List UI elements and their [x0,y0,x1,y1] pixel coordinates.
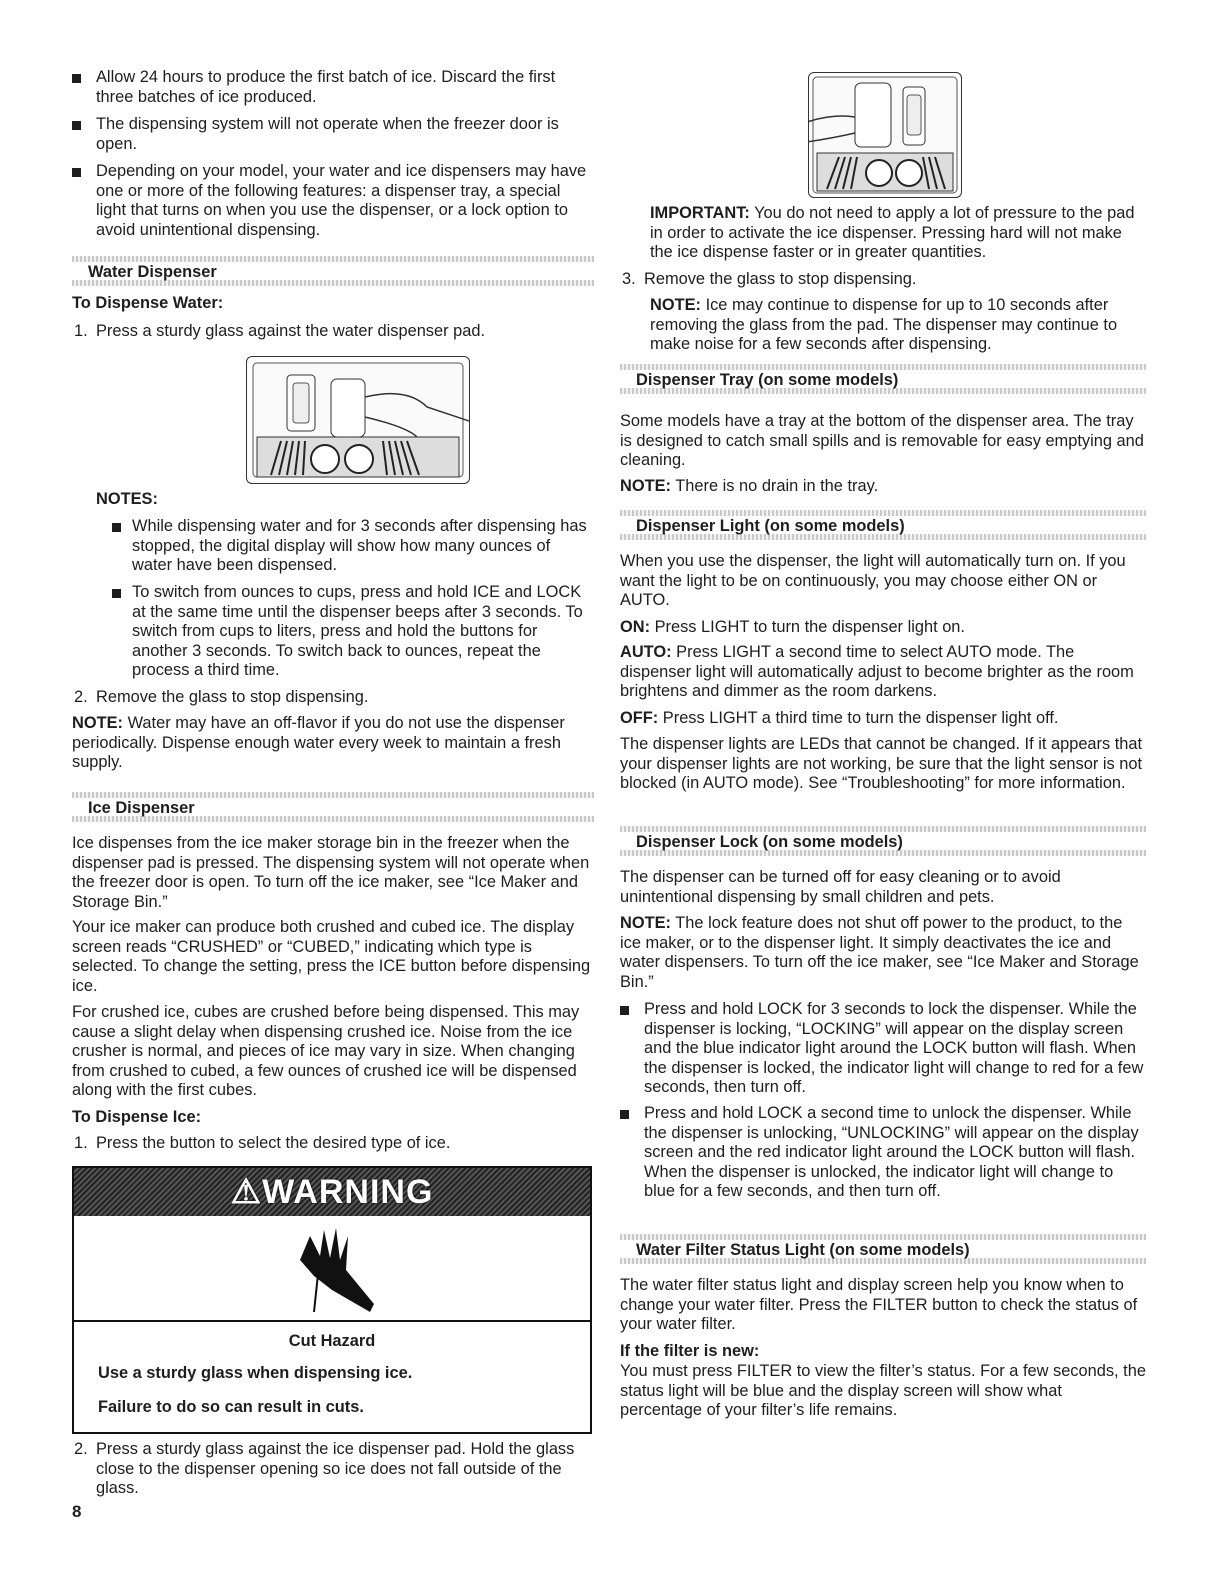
bullet-icon [620,1110,629,1119]
ice-paragraph-3: For crushed ice, cubes are crushed before being dispensed. This may cause a slight delay when dispensing crushed ice. Noise from the ice crusher is normal, and pieces of ice may vary in size. When changing from crushed to cubed, a few ounces of crushed ice will be dispensed along with the first cubes. [72,1003,580,1100]
notes-label: NOTES: [96,490,158,508]
warning-hazard: Cut Hazard [288,1332,376,1350]
warning-line-2: Failure to do so can result in cuts. [98,1398,364,1416]
bullet-icon [620,1006,629,1015]
warning-line-1: Use a sturdy glass when dispensing ice. [98,1364,413,1382]
page-number: 8 [72,1502,82,1521]
bullet-icon [72,74,81,83]
warning-box [72,1166,592,1434]
filter-paragraph: The water filter status light and display screen help you know when to change your water filter. Press the FILTER button to check the status of your water filter. [620,1276,1138,1334]
light-auto: AUTO: Press LIGHT a second time to select AUTO mode. The dispenser light will automatically adjust to become brighter as the room brightens and dimmer as the room darkens. [620,643,1134,701]
ice-step-1: 1. Press the button to select the desired type of ice. [74,1134,451,1152]
tray-paragraph: Some models have a tray at the bottom of the dispenser area. The tray is designed to catch small spills and is removable for easy emptying and cleaning. [620,412,1144,470]
light-paragraph-2: The dispenser lights are LEDs that cannot be changed. If it appears that your dispenser lights are not working, be sure that the light sensor is not blocked (in AUTO mode). See “Troubleshooting” for more information. [620,735,1143,793]
water-step-2: 2. Remove the glass to stop dispensing. [74,688,369,706]
to-dispense-ice-heading: To Dispense Ice: [72,1108,202,1126]
intro-bullet-1: Allow 24 hours to produce the first batch of ice. Discard the first three batches of ice produced. [72,68,594,107]
bullet-icon [72,121,81,130]
ice-paragraph-1: Ice dispenses from the ice maker storage bin in the freezer when the dispenser pad is pressed. The dispensing system will not operate when the freezer door is open. To turn off the ice maker, see “Ice Maker and Storage Bin.” [72,834,590,911]
section-header-water-filter-status: Water Filter Status Light (on some models) [620,1234,1146,1264]
cut-hand-icon [74,1216,590,1320]
filter-new-text: You must press FILTER to view the filter’s status. For a few seconds, the status light will be blue and the display screen will show what percentage of your filter’s life remains. [620,1362,1146,1420]
intro-bullet-3: Depending on your model, your water and ice dispensers may have one or more of the following features: a dispenser tray, a special light that turns on when you use the dispenser, or a lock option to avoid unintentional dispensing. [72,162,594,240]
to-dispense-water-heading: To Dispense Water: [72,294,224,312]
ice-dispenser-illustration [808,72,962,198]
ice-dispenser-drawing [809,73,961,197]
warning-pictogram [74,1216,590,1322]
section-header-dispenser-tray: Dispenser Tray (on some models) [620,364,1146,394]
intro-bullet-2: The dispensing system will not operate when the freezer door is open. [72,115,594,154]
bullet-icon [112,523,121,532]
note-item-1: While dispensing water and for 3 seconds after dispensing has stopped, the digital display will show how many ounces of water have been dispensed. [112,517,594,576]
warning-text [74,1322,590,1432]
bullet-icon [72,168,81,177]
bullet-icon [112,589,121,598]
warning-banner [74,1168,590,1216]
warning-triangle-icon: ⚠ [230,1173,263,1211]
lock-bullet-1: Press and hold LOCK for 3 seconds to lock the dispenser. While the dispenser is locking, “LOCKING” will appear on the display screen and the blue indicator light around the LOCK button will flash. When the dispenser is locked, the indicator light will change to red for a few seconds, then turn off. [620,1000,1146,1098]
ice-step-2: 2. Press a sturdy glass against the ice dispenser pad. Hold the glass close to the dispenser opening so ice does not fall outside of the glass. [74,1440,575,1498]
water-step-1: 1. Press a sturdy glass against the water dispenser pad. [74,322,486,340]
light-paragraph-1: When you use the dispenser, the light will automatically turn on. If you want the light to be on continuously, you may choose either ON or AUTO. [620,552,1126,610]
section-header-dispenser-lock: Dispenser Lock (on some models) [620,826,1146,856]
light-off: OFF: Press LIGHT a third time to turn the dispenser light off. [620,709,1059,727]
light-on: ON: Press LIGHT to turn the dispenser light on. [620,618,965,636]
water-dispenser-drawing [247,357,469,483]
tray-note: NOTE: There is no drain in the tray. [620,477,879,495]
lock-note: NOTE: The lock feature does not shut off power to the product, to the ice maker, or to the dispenser light. It simply deactivates the ice and water dispensers. To turn off the ice maker, see “Ice Maker and Storage Bin.” [620,914,1139,991]
lock-bullet-2: Press and hold LOCK a second time to unlock the dispenser. While the dispenser is unlocking, “UNLOCKING” will appear on the display screen and the red indicator light around the LOCK button will flash. When the dispenser is unlocked, the indicator light will change to blue for a few seconds, and then turn off. [620,1104,1146,1202]
water-note: NOTE: Water may have an off-flavor if you do not use the dispenser periodically. Dispense enough water every week to maintain a fresh supply. [72,714,565,772]
lock-paragraph: The dispenser can be turned off for easy cleaning or to avoid unintentional dispensing by small children and pets. [620,868,1061,906]
ice-paragraph-2: Your ice maker can produce both crushed and cubed ice. The display screen reads “CRUSHED” or “CUBED,” indicating which type is selected. To change the setting, press the ICE button before dispensing ice. [72,918,591,995]
important-note: IMPORTANT: You do not need to apply a lot of pressure to the pad in order to activate the ice dispenser. Pressing hard will not make the ice dispense faster or in greater quantities. [650,204,1135,262]
section-header-water-dispenser: Water Dispenser [72,256,594,286]
warning-title: WARNING [262,1173,434,1211]
ice-step-3-note: NOTE: Ice may continue to dispense for up to 10 seconds after removing the glass from the pad. The dispenser may continue to make noise for a few seconds after dispensing. [650,296,1118,354]
filter-new-heading: If the filter is new: [620,1342,760,1360]
water-dispenser-illustration [246,356,470,484]
section-header-dispenser-light: Dispenser Light (on some models) [620,510,1146,540]
section-header-ice-dispenser: Ice Dispenser [72,792,594,822]
ice-step-3: 3. Remove the glass to stop dispensing. [622,270,917,288]
note-item-2: To switch from ounces to cups, press and hold ICE and LOCK at the same time until the dispenser beeps after 3 seconds. To switch from cups to liters, press and hold the buttons for another 3 seconds. To switch back to ounces, repeat the process a third time. [112,583,594,681]
